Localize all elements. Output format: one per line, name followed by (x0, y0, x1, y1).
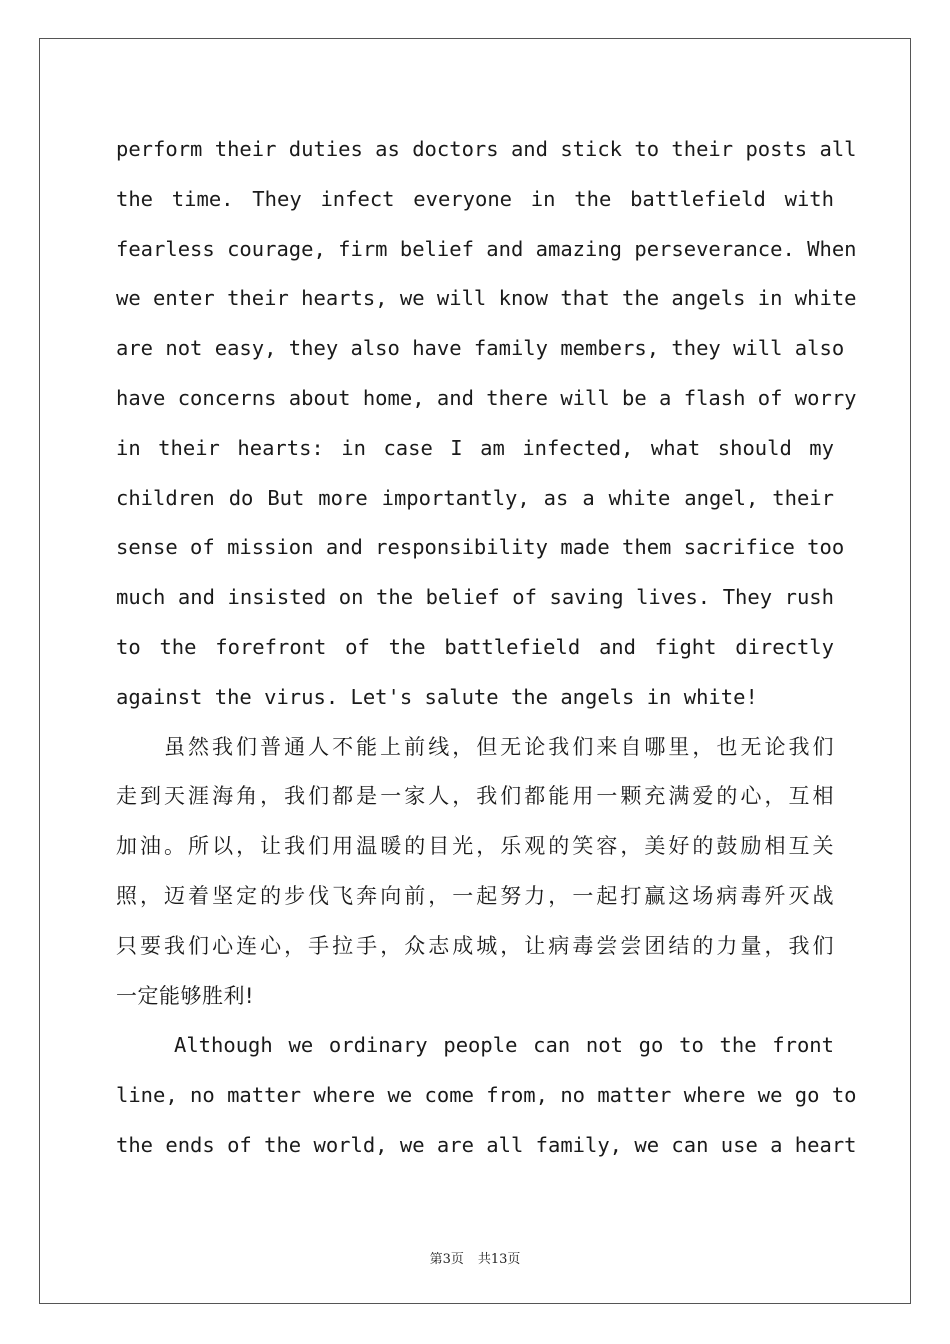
text-line: against the virus. Let's salute the angels in white! (116, 684, 758, 709)
text-line: much and insisted on the belief of saving lives. They rush (116, 585, 834, 610)
page-number: 第3页 (429, 1252, 464, 1267)
text-line: the time. They infect everyone in the battlefield with (116, 186, 834, 211)
text-line: 走到天涯海角，我们都是一家人，我们都能用一颗充满爱的心，互相 (116, 784, 834, 809)
text-line: 虽然我们普通人不能上前线，但无论我们来自哪里，也无论我们 (164, 734, 834, 759)
text-line: 加油。所以，让我们用温暖的目光，乐观的笑容，美好的鼓励相互关 (116, 834, 834, 859)
text-line: are not easy, they also have family members, they will also (116, 336, 845, 361)
text-line: in their hearts: in case I am infected, what should my (116, 435, 834, 460)
text-line: the ends of the world, we are all family, we can use a heart (116, 1132, 857, 1157)
text-line: 只要我们心连心，手拉手，众志成城，让病毒尝尝团结的力量，我们 (116, 933, 834, 958)
text-line: we enter their hearts, we will know that the angels in white (116, 286, 857, 311)
page-total: 共13页 (477, 1252, 521, 1267)
page-footer (0, 1248, 950, 1267)
text-line: have concerns about home, and there will be a flash of worry (116, 385, 857, 410)
text-line: 照，迈着坚定的步伐飞奔向前，一起努力，一起打赢这场病毒歼灭战 (116, 883, 834, 908)
text-line: line, no matter where we come from, no matter where we go to (116, 1083, 857, 1108)
text-line: sense of mission and responsibility made them sacrifice too (116, 535, 845, 560)
text-line: children do But more importantly, as a white angel, their (116, 485, 834, 510)
text-line: fearless courage, firm belief and amazing perseverance. When (116, 236, 857, 261)
text-line: 一定能够胜利! (116, 983, 254, 1008)
text-line: perform their duties as doctors and stick to their posts all (116, 137, 857, 161)
text-line: Although we ordinary people can not go to the front (174, 1033, 834, 1058)
text-line: to the forefront of the battlefield and fight directly (116, 634, 834, 659)
document-body (116, 125, 857, 1171)
